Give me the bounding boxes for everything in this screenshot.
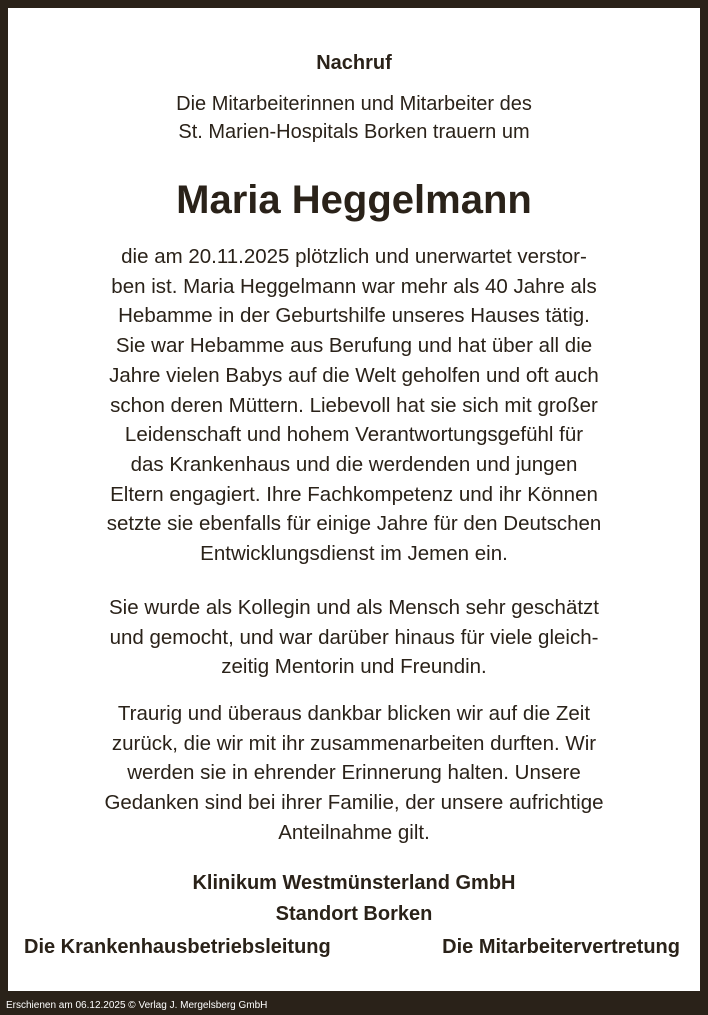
intro-text xyxy=(8,90,700,146)
publication-footer: Erschienen am 06.12.2025 © Verlag J. Mergelsberg GmbH xyxy=(6,1000,268,1011)
text-line: Jahre vielen Babys auf die Welt geholfen und oft auch xyxy=(109,363,599,387)
text-line: das Krankenhaus und die werdenden und jungen xyxy=(130,452,578,476)
text-line: werden sie in ehrender Erinnerung halten. Unsere xyxy=(127,761,581,785)
text-line: Gedanken sind bei ihrer Familie, der unsere aufrichtige xyxy=(104,791,604,815)
text-line: Entwicklungsdienst im Jemen ein. xyxy=(200,542,508,566)
text-line: Hebamme in der Geburtshilfe unseres Hauses tätig. xyxy=(118,304,590,328)
text-line: Anteilnahme gilt. xyxy=(278,820,430,844)
text-line: schon deren Müttern. Liebevoll hat sie sich mit großer xyxy=(110,393,598,417)
text-line: Sie war Hebamme aus Berufung und hat über all die xyxy=(115,334,593,358)
signature-row xyxy=(24,932,680,962)
organization-name: Klinikum Westmünsterland GmbH xyxy=(192,872,516,894)
text-line: Eltern engagiert. Ihre Fachkompetenz und ihr Können xyxy=(110,482,598,506)
text-line: ben ist. Maria Heggelmann war mehr als 40 Jahre als xyxy=(111,274,597,298)
text-line: zurück, die wir mit ihr zusammenarbeiten durften. Wir xyxy=(111,731,597,755)
organization-location: Standort Borken xyxy=(275,903,433,925)
text-line: zeitig Mentorin und Freundin. xyxy=(221,655,487,679)
paragraph-3 xyxy=(8,699,700,848)
signature-management: Die Krankenhausbetriebsleitung xyxy=(24,936,331,958)
obituary-card xyxy=(8,8,700,991)
signature-staff-council: Die Mitarbeitervertretung xyxy=(442,936,680,958)
notice-heading: Nachruf xyxy=(316,52,392,74)
text-line: setzte sie ebenfalls für einige Jahre für den Deutschen xyxy=(106,512,602,536)
paragraph-2 xyxy=(8,593,700,682)
text-line: Leidenschaft und hohem Verantwortungsgefühl für xyxy=(124,423,584,447)
text-line: und gemocht, und war darüber hinaus für viele gleich- xyxy=(109,625,599,649)
text-line: Traurig und überaus dankbar blicken wir auf die Zeit xyxy=(117,702,591,725)
intro-line: St. Marien-Hospitals Borken trauern um xyxy=(178,121,530,143)
text-line: Sie wurde als Kollegin und als Mensch sehr geschätzt xyxy=(109,596,599,619)
text-line: die am 20.11.2025 plötzlich und unerwartet verstor- xyxy=(121,245,587,268)
intro-line: Die Mitarbeiterinnen und Mitarbeiter des xyxy=(176,93,532,115)
organization-block xyxy=(8,868,700,930)
paragraph-1 xyxy=(8,242,700,569)
deceased-name: Maria Heggelmann xyxy=(176,178,532,222)
